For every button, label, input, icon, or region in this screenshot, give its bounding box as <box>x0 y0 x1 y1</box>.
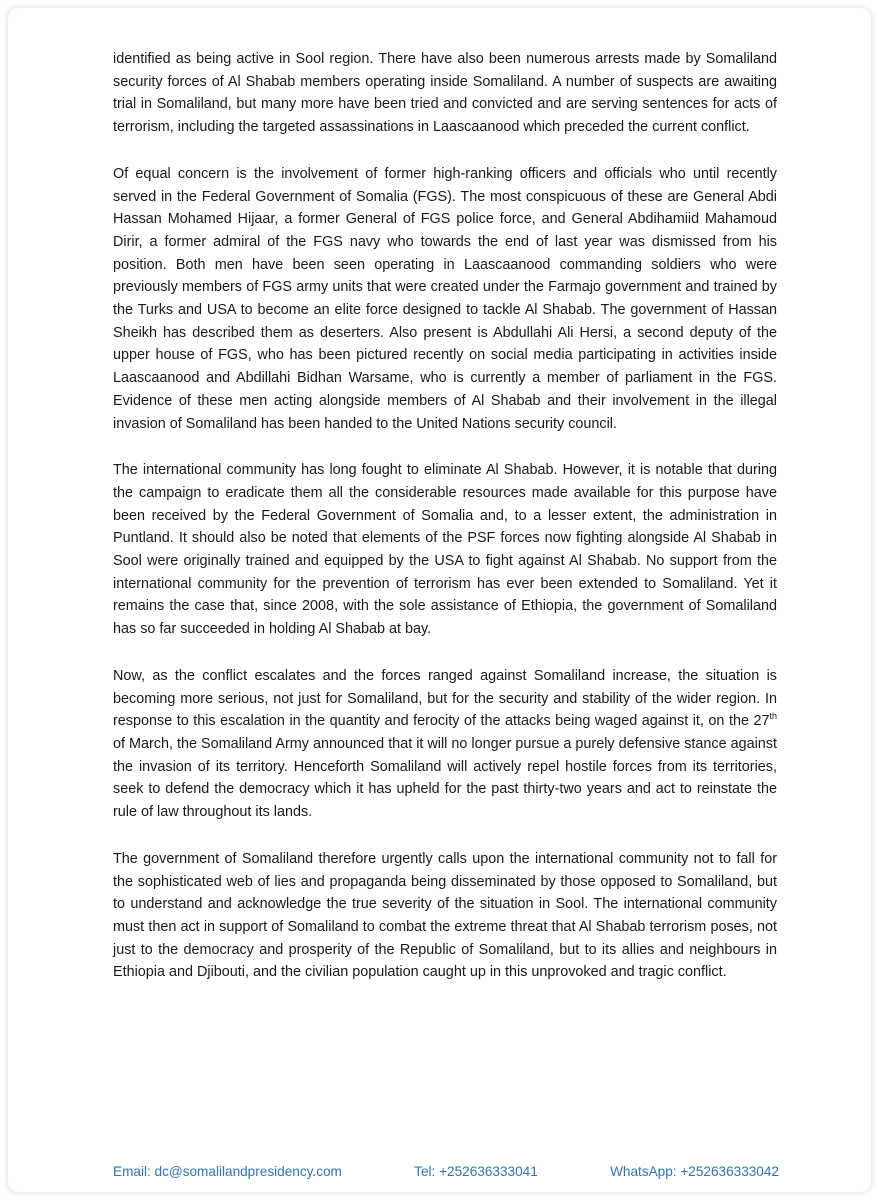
contact-footer <box>113 1164 779 1179</box>
paragraph-4 <box>113 665 777 824</box>
paragraph-1: identified as being active in Sool region. There have also been numerous arrests made by Somaliland security forces of Al Shabab members operating inside Somaliland. A number of suspects are awaiting trial in Somaliland, but many more have been tried and convicted and are serving sentences for acts of terrorism, including the targeted assassinations in Laascaanood which preceded the current conflict. <box>113 51 777 136</box>
paragraph-3: The international community has long fought to eliminate Al Shabab. However, it is notable that during the campaign to eradicate them all the considerable resources made available for this purpose have been received by the Federal Government of Somalia and, to a lesser extent, the administration in Puntland. It should also be noted that elements of the PSF forces now fighting alongside Al Shabab in Sool were originally trained and equipped by the USA to fight against Al Shabab. No support from the international community for the prevention of terrorism has ever been extended to Somaliland. Yet it remains the case that, since 2008, with the sole assistance of Ethiopia, the government of Somaliland has so far succeeded in holding Al Shabab at bay. <box>113 462 777 638</box>
footer-whatsapp[interactable]: WhatsApp: +252636333042 <box>610 1164 779 1179</box>
paragraph-4-end: of March, the Somaliland Army announced that it will no longer pursue a purely defensive stance against the invasion of its territory. Henceforth Somaliland will actively repel hostile forces from its territories, seek to defend the democracy which it has upheld for the past thirty-two years and act to reinstate the rule of law throughout its lands. <box>113 735 777 821</box>
footer-email[interactable]: Email: dc@somalilandpresidency.com <box>113 1164 342 1179</box>
paragraph-2: Of equal concern is the involvement of former high-ranking officers and officials who until recently served in the Federal Government of Somalia (FGS). The most conspicuous of these are General Abdi Hassan Mohamed Hijaar, a former General of FGS police force, and General Abdihamiid Mahamoud Dirir, a former admiral of the FGS navy who towards the end of last year was dismissed from his position. Both men have been seen operating in Laascaanood commanding soldiers who were previously members of FGS army units that were created under the Farmajo government and trained by the Turks and USA to become an elite force designed to tackle Al Shabab. The government of Hassan Sheikh has described them as deserters. Also present is Abdullahi Ali Hersi, a second deputy of the upper house of FGS, who has been pictured recently on social media participating in activities inside Laascaanood and Abdillahi Bidhan Warsame, who is currently a member of parliament in the FGS. Evidence of these men acting alongside members of Al Shabab and their involvement in the illegal invasion of Somaliland has been handed to the United Nations security council. <box>113 165 777 432</box>
ordinal-suffix: th <box>769 711 777 722</box>
footer-telephone[interactable]: Tel: +252636333041 <box>414 1164 538 1179</box>
document-page <box>8 8 871 1192</box>
document-body <box>113 48 777 1008</box>
paragraph-4-start: Now, as the conflict escalates and the forces ranged against Somaliland increase, the situation is becoming more serious, not just for Somaliland, but for the security and stability of the wider region. In response to this escalation in the quantity and ferocity of the attacks being waged against it, on the 27 <box>113 667 777 730</box>
paragraph-5: The government of Somaliland therefore urgently calls upon the international community not to fall for the sophisticated web of lies and propaganda being disseminated by those opposed to Somaliland, but to understand and acknowledge the true severity of the situation in Sool. The international community must then act in support of Somaliland to combat the extreme threat that Al Shabab terrorism poses, not just to the democracy and prosperity of the Republic of Somaliland, but to its allies and neighbours in Ethiopia and Djibouti, and the civilian population caught up in this unprovoked and tragic conflict. <box>113 850 777 981</box>
